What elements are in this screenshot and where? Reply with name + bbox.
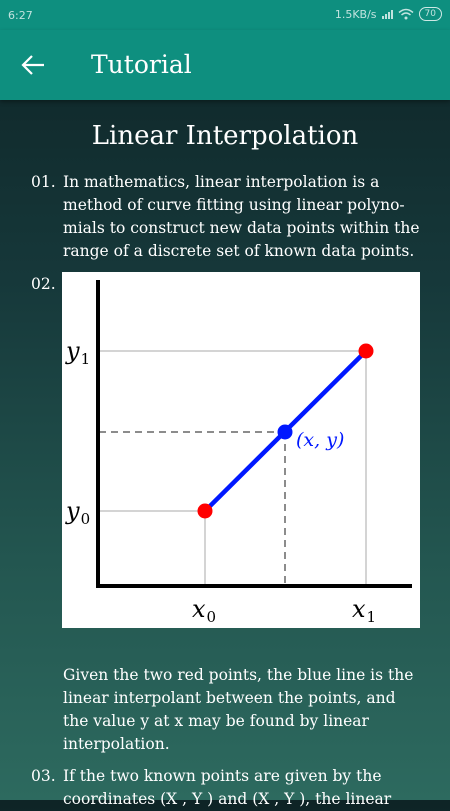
item-number-01: 01. — [31, 173, 56, 191]
signal-icon — [382, 9, 393, 19]
figure-caption: Given the two red points, the blue line is the linear interpolant between the points, and the value y at x may be found by linear interpolation. — [63, 666, 414, 753]
interpolated-point — [278, 425, 293, 440]
item-text-03: If the two known points are given by the coordinates (X , Y ) and (X , Y ), the linear — [63, 767, 392, 808]
label-x0: $x_0$ — [192, 595, 217, 626]
arrow-back-icon — [18, 51, 50, 79]
item-number-03: 03. — [31, 767, 56, 785]
label-x1: $x_1$ — [352, 595, 377, 626]
interpolation-diagram — [62, 272, 420, 628]
known-point-0 — [198, 504, 213, 519]
network-speed: 1.5KB/s — [334, 7, 377, 21]
known-point-1 — [359, 344, 374, 359]
wifi-icon — [398, 8, 414, 20]
label-interpolated-point: (x, y) — [296, 429, 345, 451]
app-title: Tutorial — [91, 50, 192, 79]
status-indicators — [335, 7, 442, 21]
app-bar — [0, 30, 450, 100]
status-bar — [0, 0, 450, 30]
label-y0: $y_0$ — [66, 497, 91, 528]
interpolation-figure — [62, 272, 420, 628]
label-y1: $y_1$ — [66, 337, 91, 368]
item-number-02: 02. — [31, 275, 56, 293]
item-text-01: In mathematics, linear interpolation is a method of curve fitting using linear polyno-mials to construct new data points within the range of a discrete set of known data points. — [63, 173, 420, 260]
battery-icon — [419, 7, 442, 21]
status-time: 6:27 — [8, 9, 33, 22]
page-title: Linear Interpolation — [91, 121, 359, 151]
battery-level: 70 — [424, 9, 436, 19]
back-button[interactable] — [18, 51, 50, 79]
